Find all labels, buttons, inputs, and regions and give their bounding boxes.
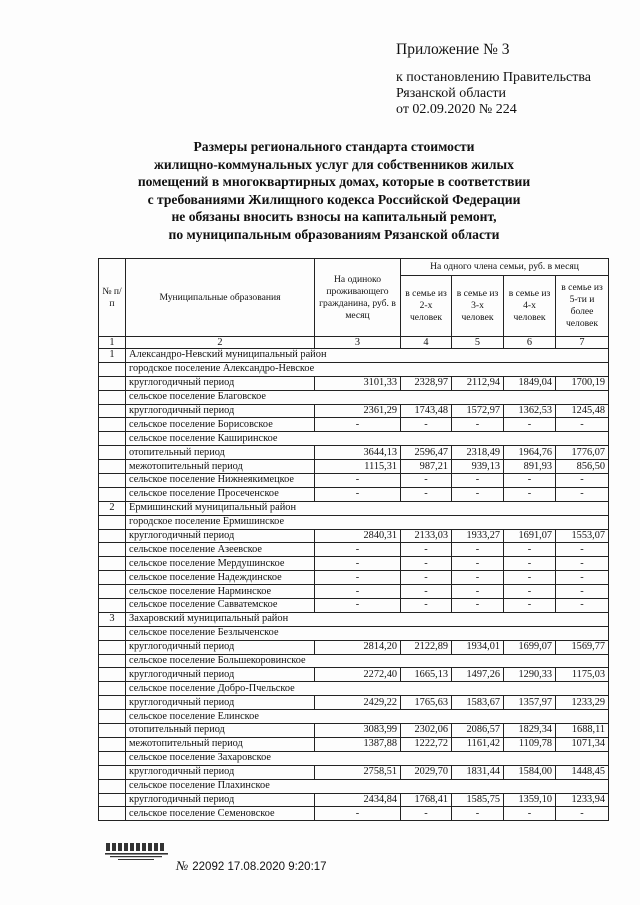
value-cell: 1831,44 (452, 765, 504, 779)
value-cell: 856,50 (556, 460, 609, 474)
row-label: сельское поселение Семеновское (126, 807, 315, 821)
value-cell: 1964,76 (504, 446, 556, 460)
row-index (99, 404, 126, 418)
district-row (99, 349, 609, 363)
row-index: 2 (99, 501, 126, 515)
title-line: по муниципальным образованиям Рязанской области (168, 226, 500, 242)
value-cell: - (452, 585, 504, 599)
value-cell: - (401, 571, 452, 585)
title-line: жилищно-коммунальных услуг для собственников жилых (154, 156, 514, 172)
table-row (99, 487, 609, 501)
value-cell: - (315, 599, 401, 613)
value-cell: - (315, 474, 401, 488)
row-label: сельское поселение Борисовское (126, 418, 315, 432)
value-cell: - (315, 487, 401, 501)
value-cell: - (315, 557, 401, 571)
value-cell: 891,93 (504, 460, 556, 474)
header-family-2: в семье из 2-х человек (401, 276, 452, 337)
value-cell: - (452, 807, 504, 821)
settlement-row (99, 626, 609, 640)
row-label: круглогодичный период (126, 793, 315, 807)
header-number: № п/п (99, 259, 126, 337)
value-cell: 1233,29 (556, 696, 609, 710)
row-label: круглогодичный период (126, 404, 315, 418)
row-label: круглогодичный период (126, 376, 315, 390)
value-cell: 2814,20 (315, 640, 401, 654)
table-row (99, 585, 609, 599)
row-index (99, 779, 126, 793)
settlement-name: сельское поселение Каширинское (126, 432, 609, 446)
value-cell: 1233,94 (556, 793, 609, 807)
settlement-name: сельское поселение Плахинское (126, 779, 609, 793)
title-line: Размеры регионального стандарта стоимости (193, 139, 475, 154)
appendix-line-3: от 02.09.2020 № 224 (396, 102, 517, 117)
value-cell: 1071,34 (556, 737, 609, 751)
row-label: сельское поселение Азеевское (126, 543, 315, 557)
settlement-name: сельское поселение Захаровское (126, 751, 609, 765)
table-row (99, 765, 609, 779)
column-number: 6 (504, 337, 556, 349)
value-cell: 1115,31 (315, 460, 401, 474)
value-cell: 939,13 (452, 460, 504, 474)
settlement-name: городское поселение Александро-Невское (126, 362, 609, 376)
document-title (100, 138, 568, 244)
value-cell: - (556, 487, 609, 501)
registration-stamp (176, 858, 327, 874)
row-label: межотопительный период (126, 460, 315, 474)
row-index (99, 696, 126, 710)
settlement-row (99, 515, 609, 529)
value-cell: - (315, 543, 401, 557)
row-index (99, 654, 126, 668)
appendix-line-1: к постановлению Правительства (396, 70, 592, 85)
value-cell: - (315, 585, 401, 599)
value-cell: - (556, 474, 609, 488)
column-number: 1 (99, 337, 126, 349)
table-row (99, 640, 609, 654)
row-label: круглогодичный период (126, 640, 315, 654)
district-name: Захаровский муниципальный район (126, 612, 609, 626)
value-cell: 3644,13 (315, 446, 401, 460)
value-cell: - (504, 585, 556, 599)
table-row (99, 571, 609, 585)
value-cell: 1357,97 (504, 696, 556, 710)
value-cell: 987,21 (401, 460, 452, 474)
standard-cost-table (98, 258, 609, 821)
row-index (99, 418, 126, 432)
value-cell: - (401, 599, 452, 613)
settlement-row (99, 362, 609, 376)
value-cell: - (556, 418, 609, 432)
value-cell: 1553,07 (556, 529, 609, 543)
row-label: круглогодичный период (126, 765, 315, 779)
settlement-row (99, 654, 609, 668)
row-label: круглогодичный период (126, 668, 315, 682)
value-cell: - (504, 474, 556, 488)
settlement-row (99, 751, 609, 765)
district-name: Ермишинский муниципальный район (126, 501, 609, 515)
settlement-row (99, 432, 609, 446)
row-index (99, 460, 126, 474)
value-cell: 1688,11 (556, 724, 609, 738)
value-cell: 1933,27 (452, 529, 504, 543)
value-cell: 1359,10 (504, 793, 556, 807)
value-cell: 1699,07 (504, 640, 556, 654)
value-cell: 2272,40 (315, 668, 401, 682)
value-cell: 1387,88 (315, 737, 401, 751)
stamp-text: 22092 17.08.2020 9:20:17 (192, 861, 327, 873)
row-index: 3 (99, 612, 126, 626)
value-cell: 1497,26 (452, 668, 504, 682)
column-number: 2 (126, 337, 315, 349)
value-cell: - (401, 585, 452, 599)
settlement-row (99, 390, 609, 404)
row-index (99, 626, 126, 640)
value-cell: - (401, 807, 452, 821)
value-cell: 1849,04 (504, 376, 556, 390)
row-index (99, 668, 126, 682)
settlement-row (99, 682, 609, 696)
table-row (99, 460, 609, 474)
settlement-name: сельское поселение Елинское (126, 710, 609, 724)
table-row (99, 696, 609, 710)
row-index (99, 515, 126, 529)
row-index (99, 446, 126, 460)
title-line: помещений в многоквартирных домах, которые в соответствии (137, 174, 531, 190)
row-label: сельское поселение Нижнеякимецкое (126, 474, 315, 488)
value-cell: - (556, 585, 609, 599)
table-row (99, 668, 609, 682)
row-label: отопительный период (126, 446, 315, 460)
table-row (99, 376, 609, 390)
value-cell: 2133,03 (401, 529, 452, 543)
value-cell: 3101,33 (315, 376, 401, 390)
value-cell: - (504, 418, 556, 432)
value-cell: - (556, 557, 609, 571)
value-cell: - (556, 599, 609, 613)
table-row (99, 404, 609, 418)
row-index: 1 (99, 349, 126, 363)
appendix-heading: Приложение № 3 (396, 41, 510, 58)
district-row (99, 501, 609, 515)
value-cell: 2328,97 (401, 376, 452, 390)
row-index (99, 682, 126, 696)
value-cell: 1765,63 (401, 696, 452, 710)
row-label: круглогодичный период (126, 529, 315, 543)
value-cell: 2029,70 (401, 765, 452, 779)
value-cell: - (452, 543, 504, 557)
table-row (99, 529, 609, 543)
registry-logo (104, 840, 170, 862)
row-index (99, 751, 126, 765)
value-cell: 1700,19 (556, 376, 609, 390)
value-cell: 1290,33 (504, 668, 556, 682)
value-cell: - (401, 487, 452, 501)
value-cell: - (504, 543, 556, 557)
district-name: Александро-Невский муниципальный район (126, 349, 609, 363)
value-cell: - (315, 807, 401, 821)
value-cell: 1743,48 (401, 404, 452, 418)
row-index (99, 529, 126, 543)
row-index (99, 390, 126, 404)
row-index (99, 599, 126, 613)
value-cell: 1245,48 (556, 404, 609, 418)
header-single-resident: На одиноко проживающего гражданина, руб. в месяц (315, 259, 401, 337)
table-row (99, 557, 609, 571)
title-line: не обязаны вносить взносы на капитальный ремонт, (171, 209, 497, 225)
value-cell: 1569,77 (556, 640, 609, 654)
settlement-name: сельское поселение Добро-Пчельское (126, 682, 609, 696)
row-index (99, 362, 126, 376)
row-index (99, 487, 126, 501)
value-cell: 2112,94 (452, 376, 504, 390)
row-label: сельское поселение Мердушинское (126, 557, 315, 571)
value-cell: 2318,49 (452, 446, 504, 460)
value-cell: 1161,42 (452, 737, 504, 751)
table-row (99, 474, 609, 488)
value-cell: - (504, 807, 556, 821)
value-cell: - (452, 599, 504, 613)
value-cell: 3083,99 (315, 724, 401, 738)
table-body (99, 349, 609, 821)
value-cell: 2840,31 (315, 529, 401, 543)
appendix-line-2: Рязанской области (396, 86, 507, 101)
value-cell: 2086,57 (452, 724, 504, 738)
value-cell: - (556, 543, 609, 557)
header-family-5: в семье из 5-ти и более человек (556, 276, 609, 337)
settlement-name: городское поселение Ермишинское (126, 515, 609, 529)
row-label: сельское поселение Савватемское (126, 599, 315, 613)
row-index (99, 543, 126, 557)
value-cell: 1583,67 (452, 696, 504, 710)
value-cell: - (452, 557, 504, 571)
header-municipality: Муниципальные образования (126, 259, 315, 337)
table-row (99, 599, 609, 613)
value-cell: 2596,47 (401, 446, 452, 460)
value-cell: - (504, 487, 556, 501)
row-index (99, 557, 126, 571)
row-index (99, 640, 126, 654)
value-cell: 2434,84 (315, 793, 401, 807)
row-index (99, 571, 126, 585)
value-cell: 2429,22 (315, 696, 401, 710)
value-cell: - (504, 599, 556, 613)
value-cell: - (452, 487, 504, 501)
table-row (99, 543, 609, 557)
row-index (99, 724, 126, 738)
table-row (99, 737, 609, 751)
value-cell: 1665,13 (401, 668, 452, 682)
settlement-name: сельское поселение Безлыченское (126, 626, 609, 640)
value-cell: - (556, 571, 609, 585)
row-label: сельское поселение Просеченское (126, 487, 315, 501)
value-cell: 1448,45 (556, 765, 609, 779)
row-index (99, 807, 126, 821)
row-index (99, 793, 126, 807)
table-row (99, 807, 609, 821)
value-cell: 1585,75 (452, 793, 504, 807)
header-per-family-member: На одного члена семьи, руб. в месяц (401, 259, 609, 276)
value-cell: - (401, 557, 452, 571)
row-index (99, 585, 126, 599)
row-label: сельское поселение Нарминское (126, 585, 315, 599)
row-index (99, 737, 126, 751)
table-row (99, 724, 609, 738)
title-line: с требованиями Жилищного кодекса Российской Федерации (147, 191, 521, 207)
row-index (99, 376, 126, 390)
header-family-3: в семье из 3-х человек (452, 276, 504, 337)
table-row (99, 418, 609, 432)
value-cell: 2302,06 (401, 724, 452, 738)
value-cell: - (401, 418, 452, 432)
row-index (99, 710, 126, 724)
row-index (99, 765, 126, 779)
column-number: 4 (401, 337, 452, 349)
value-cell: 2758,51 (315, 765, 401, 779)
value-cell: 1362,53 (504, 404, 556, 418)
column-number: 7 (556, 337, 609, 349)
value-cell: - (452, 571, 504, 585)
value-cell: - (556, 807, 609, 821)
value-cell: 1934,01 (452, 640, 504, 654)
row-label: межотопительный период (126, 737, 315, 751)
stamp-number-sign: № (176, 858, 189, 873)
table-row (99, 446, 609, 460)
column-number: 5 (452, 337, 504, 349)
value-cell: - (315, 571, 401, 585)
value-cell: - (452, 418, 504, 432)
settlement-name: сельское поселение Большекоровинское (126, 654, 609, 668)
column-number: 3 (315, 337, 401, 349)
value-cell: - (401, 543, 452, 557)
value-cell: 1572,97 (452, 404, 504, 418)
value-cell: 1829,34 (504, 724, 556, 738)
value-cell: - (452, 474, 504, 488)
header-family-4: в семье из 4-х человек (504, 276, 556, 337)
value-cell: 1109,78 (504, 737, 556, 751)
value-cell: - (315, 418, 401, 432)
value-cell: 1691,07 (504, 529, 556, 543)
value-cell: 1768,41 (401, 793, 452, 807)
table-row (99, 793, 609, 807)
row-label: отопительный период (126, 724, 315, 738)
value-cell: - (401, 474, 452, 488)
settlement-name: сельское поселение Благовское (126, 390, 609, 404)
value-cell: - (504, 571, 556, 585)
settlement-row (99, 710, 609, 724)
value-cell: 1776,07 (556, 446, 609, 460)
row-index (99, 474, 126, 488)
value-cell: 1584,00 (504, 765, 556, 779)
row-label: круглогодичный период (126, 696, 315, 710)
value-cell: 2361,29 (315, 404, 401, 418)
row-label: сельское поселение Надеждинское (126, 571, 315, 585)
value-cell: - (504, 557, 556, 571)
settlement-row (99, 779, 609, 793)
value-cell: 1175,03 (556, 668, 609, 682)
value-cell: 2122,89 (401, 640, 452, 654)
value-cell: 1222,72 (401, 737, 452, 751)
district-row (99, 612, 609, 626)
row-index (99, 432, 126, 446)
